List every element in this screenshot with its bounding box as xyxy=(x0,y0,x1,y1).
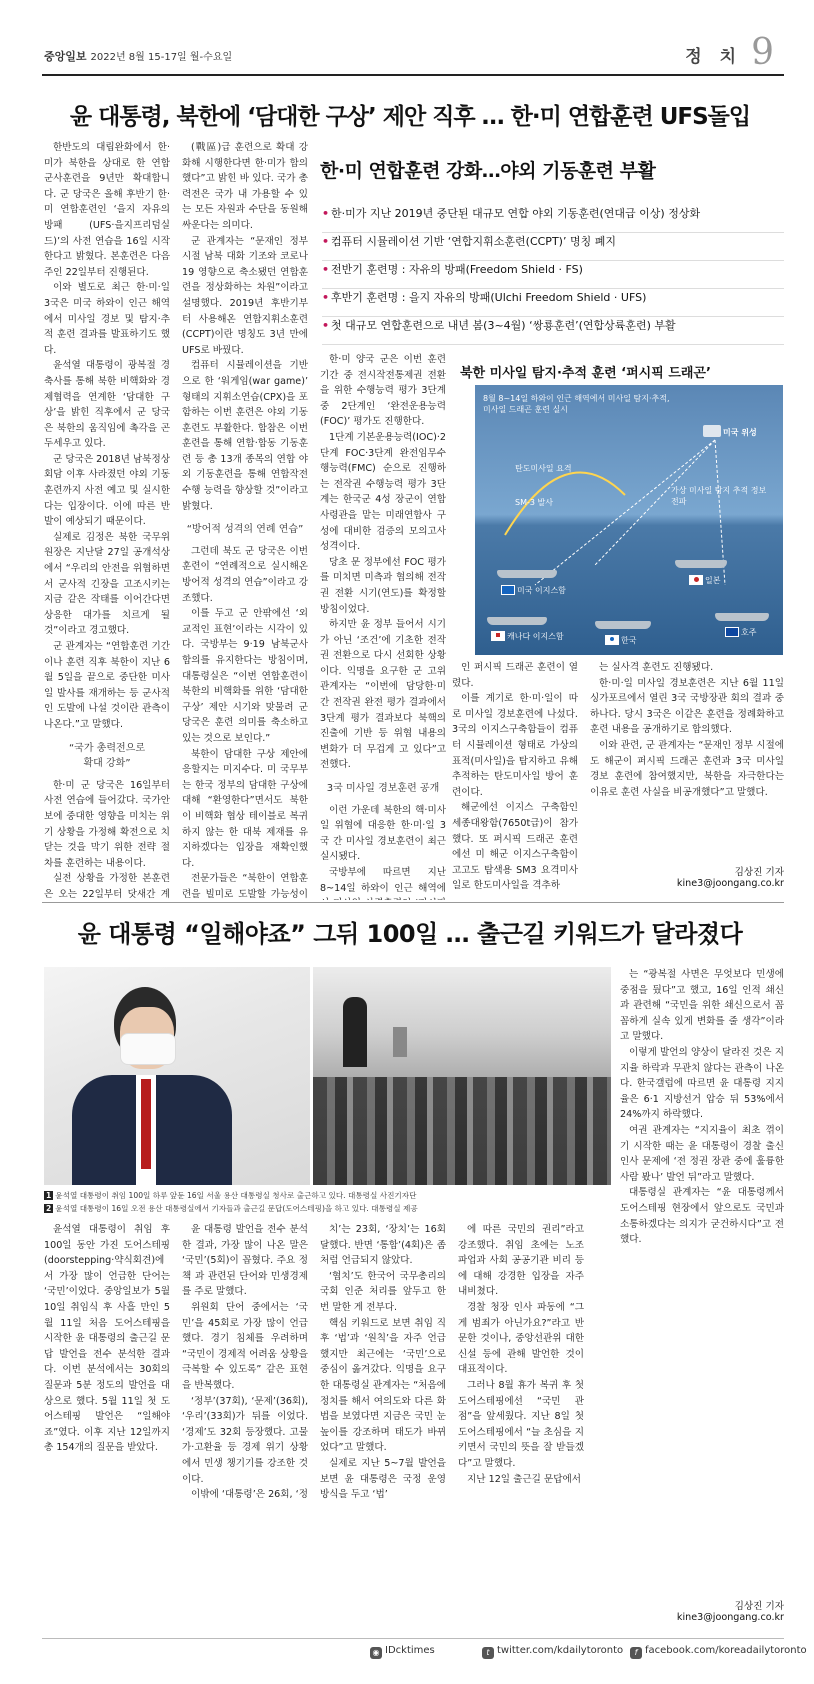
photo-caption-1: 1 윤석열 대통령이 취임 100일 하루 앞둔 16일 서울 용산 대통령실 청사로 출근하고 있다. 대통령실 사진기자단 xyxy=(46,1191,417,1200)
label-canada: 캐나다 이지스함 xyxy=(507,632,564,641)
masthead xyxy=(44,48,232,64)
paragraph: 윤석열 대통령이 취임 후 100일 동안 가진 도어스테핑(doorstepping·약식회견)에서 가장 많이 언급한 단어는 ‘국민’이었다. 중앙일보가 5월 10일 취임식 후 사흘 만인 5월 11일 처음 도어스테핑을 시작한 윤 대통령의 출근길 문답 발언을 전수 분석한 결과다. 이번 분석에서는 30회의 질문과 5분 정도의 발언을 대상으로 했다. 5월 11일 첫 도어스테핑 발언은 “일해야죠”였다. 이후 지난 12일까지 총 154개의 질문을 받았다. xyxy=(44,1224,170,1454)
photo-president xyxy=(44,967,310,1185)
sidebar-bullet xyxy=(322,205,784,233)
byline-name: 김상진 기자 xyxy=(734,867,784,878)
paragraph: 이를 두고 군 안팎에선 ‘외교적인 표현’이라는 시각이 있다. 국방부는 9·19 남북군사합의를 유지한다는 방침이며, 대통령실은 “이번 연합훈련이 북한의 비핵화를 위한 ‘담대한 구상’ 제안 시기와 맞물려 군 당국은 훈련 의미를 축소하고 있는 것으로 보인다.” xyxy=(182,608,308,744)
australia-flag-icon xyxy=(725,627,739,637)
paragraph: 컴퓨터 시뮬레이션을 기반으로 한 ‘워게임(war game)’ 형태의 지휘소연습(CPX)을 포함하는 이번 훈련은 야외 기동훈련도 부활한다. 합참은 이번 훈련을 통해 연합·합동 기동훈련 등 총 13개 종목의 연합 야외 기동훈련을 통해 연합작전 수행 능력을 향상할 것”이라고 밝혔다. xyxy=(182,360,308,512)
canada-flag-icon xyxy=(491,631,505,641)
podium-shape xyxy=(393,1027,407,1057)
web-icon: ◉ xyxy=(370,1647,382,1659)
subhead xyxy=(182,522,308,538)
footer-facebook-text: facebook.com/koreadailytoronto xyxy=(645,1645,807,1656)
paragraph: 이를 계기로 한·미·일이 따로 미사일 경보훈련에 나섰다. 3국의 이지스구축함들이 컴퓨터 시뮬레이션 형태로 가상의 표적(미사일)을 탐지하고 유해 추적하는 탄도미사일 방어 훈련이다. xyxy=(452,693,578,798)
ship-us xyxy=(497,570,557,578)
paragraph: 하지만 윤 정부 들어서 시기가 아닌 ‘조건’에 기초한 전작권 전환으로 다시 선회한 상황이다. 익명을 요구한 군 고위 관계자는 “이번에 담당한·미 간 전작권 완전 평가 결과에서 3단계 평가 결과보다 북핵의 진출에 기반 등 위협 내용의 변화가 더 무겁게 고 있다”고 전했다. xyxy=(320,619,446,771)
article2-col3 xyxy=(320,1222,446,1630)
footer-facebook[interactable] xyxy=(630,1645,807,1659)
paragraph: 한반도의 대립완화에서 한·미가 북한을 상대로 한 연합 군사훈련을 9년만 확대합니다. 군 당국은 올해 후반기 한·미 연합훈련인 ‘을지 자유의 방패 (UFS·을지프리덤실드)’의 사전 연습을 16일 시작한다고 밝혔다. 본훈련은 다음 주인 22일부터 진행된다. xyxy=(44,142,170,278)
sidebar-title: 한·미 연합훈련 강화…야외 기동훈련 부활 xyxy=(320,160,656,182)
article1-col4 xyxy=(452,660,578,900)
paragraph: ‘정부’(37회), ‘문제’(36회), ‘우리’(33회)가 뒤를 이었다. ‘경제’도 32회 등장했다. 고물가·고환율 등 경제 위기 상황에서 민생 챙기기를 강조한 것이다. xyxy=(182,1395,308,1485)
paragraph: 에 따른 국민의 권리”라고 강조했다. 취임 초에는 노조 파업과 사회 공공기관 비리 등에 대해 강경한 입장을 자주 내비쳤다. xyxy=(458,1224,584,1298)
section-name: 정 치 xyxy=(685,47,742,67)
footer-twitter-text: twitter.com/kdailytoronto xyxy=(497,1645,624,1656)
japan-flag-icon xyxy=(689,575,703,585)
paragraph: 한·미 군 당국은 16일부터 사전 연습에 들어갔다. 국가안보에 중대한 영향을 미치는 위기 상황을 가정해 확전으로 치닫는 것을 막기 위한 전략 절차를 훈련하는 내용이다. xyxy=(44,779,170,869)
byline-name-2: 김상진 기자 xyxy=(734,1601,784,1612)
ship-canada xyxy=(487,617,547,625)
byline-email: kine3@joongang.co.kr xyxy=(676,878,784,889)
main-headline: 윤 대통령, 북한에 ‘담대한 구상’ 제안 직후 … 한·미 연합훈련 UFS돌입 xyxy=(69,104,751,130)
subhead xyxy=(44,741,170,772)
label-us-satellite: 미국 위성 xyxy=(723,428,757,437)
paper-name: 중앙일보 xyxy=(44,50,87,63)
paragraph: 이와 별도로 최근 한·미·일 3국은 미국 하와이 인근 해역에서 미사일 경보 및 탐지·추적 훈련 결과를 발표하기도 했다. xyxy=(44,282,170,356)
paragraph: ‘협치’도 한국어 국무총리의 국회 인준 처리를 앞두고 한 번 말한 게 전부다. xyxy=(320,1270,446,1313)
crowd-shape xyxy=(313,1077,611,1185)
paragraph: 전문가들은 “북한이 연합훈련을 빌미로 도발할 가능성이 xyxy=(182,873,308,900)
label-australia: 호주 xyxy=(741,628,757,637)
facebook-icon: f xyxy=(630,1647,642,1659)
sidebar-bullet-text: 후반기 훈련명 : 을지 자유의 방패(Ulchi Freedom Shield · UFS) xyxy=(331,291,647,304)
byline-email-2: kine3@joongang.co.kr xyxy=(676,1612,784,1623)
sidebar-bullet xyxy=(322,289,784,317)
sidebar-bullets xyxy=(322,205,784,345)
paragraph: 실제로 김정은 북한 국무위원장은 지난달 27일 공개석상에서 “우리의 안전을 위협하면서 군사적 긴장을 고조시키는 지금 같은 작태를 이어간다면 상응한 대가를 치르게 될 것”이라고 경고했다. xyxy=(44,531,170,637)
article2-col2 xyxy=(182,1222,308,1630)
label-japan: 일본 xyxy=(705,576,721,585)
subhead-line: “방어적 성격의 연례 연습” xyxy=(186,524,304,536)
ship-japan xyxy=(675,560,727,568)
us-flag-icon xyxy=(501,585,515,595)
sidebar-bullet-text: 전반기 훈련명 : 자유의 방패(Freedom Shield · FS) xyxy=(331,263,583,276)
photo-press-briefing xyxy=(313,967,611,1185)
footer-web-text: IDcktimes xyxy=(385,1645,435,1656)
paragraph: 군 관계자는 “문재인 정부 시절 남북 대화 기조와 코로나19 영향으로 축소됐던 연합훈련을 정상화하는 차원”이라고 설명했다. 2019년 후반기부터 사용해온 연합지휘소훈련(CCPT)이란 명칭도 3년 만에 UFS로 바꿨다. xyxy=(182,235,308,356)
paragraph: 윤 대통령 발언을 전수 분석한 결과, 가장 많이 나온 말은 ‘국민’(5회)이 꼽혔다. 주요 정책 과 관련된 단어와 민생경제를 주로 말했다. xyxy=(182,1224,308,1298)
article1-col5 xyxy=(590,660,784,860)
paragraph: 위원회 단어 중에서는 ‘국민’을 45회로 가장 많이 언급했다. 경기 침체를 우려하며 “국민이 경제적 어려움 상황을 극복할 수 있도록” 같은 표현을 반복했다. xyxy=(182,1301,308,1391)
article1-col1 xyxy=(44,140,170,900)
page-number: 9 xyxy=(751,32,774,73)
paragraph: 는 “광복절 사면은 무엇보다 민생에 중점을 뒀다”고 했고, 16일 인적 쇄신과 관련해 “국민을 위한 쇄신으로서 꼼꼼하게 실속 있게 변화를 줄 생각”이라고 말했다. xyxy=(620,969,784,1043)
paragraph: 실제로 지난 5~7월 발언을 보면 윤 대통령은 국정 운영 방식을 두고 ‘법’ xyxy=(320,1457,446,1501)
paragraph: 한·미·일 미사일 경보훈련은 지난 6월 11일 싱가포르에서 열린 3국 국방장관 회의 결과 중 하나다. 당시 3국은 이같은 훈련을 정례화하고 훈련 내용을 공개하기로 합의했다. xyxy=(590,677,784,736)
bullet-dot-icon: • xyxy=(322,207,330,220)
paragraph: 군 관계자는 “연합훈련 기간 이나 훈련 직후 북한이 지난 6월 5일을 끝으로 중단한 미사일 발사를 재개하는 등 군사적인 도발에 나설 것이란 관측이 나온다.”고 말했다. xyxy=(44,641,170,730)
paragraph: 실전 상황을 가정한 본훈련은 오는 22일부터 닷새간 계 xyxy=(44,873,170,900)
paragraph: 윤석열 대통령이 광복절 경축사를 통해 북한 비핵화와 경제협력을 연계한 ‘담대한 구상’을 밝힌 직후에서 군 당국은 북한의 움직임에 촉각을 곤두세우고 있다. xyxy=(44,360,170,450)
paragraph: 한·미 양국 군은 이번 훈련 기간 중 전시작전통제권 전환을 위한 수행능력 평가 3단계 중 2단계인 ‘완전운용능력(FOC)’ 평가도 진행한다. xyxy=(320,354,446,428)
paragraph: 이렇게 발언의 양상이 달라진 것은 지지율 하락과 무관치 않다는 관측이 나온다. 한국갤럽에 따르면 윤 대통령 지지율은 6·1 지방선거 압승 뒤 53%에서 24%까지 하락했다. xyxy=(620,1046,784,1121)
ship-australia xyxy=(715,613,769,621)
article1-byline xyxy=(590,864,784,889)
bullet-dot-icon: • xyxy=(322,235,330,248)
article2-byline xyxy=(620,1598,784,1623)
ship-korea xyxy=(595,621,651,629)
paragraph: 치’는 23회, ‘장치’는 16회 달했다. 반면 ‘통합’(4회)은 좀처럼 언급되지 않았다. xyxy=(320,1224,446,1267)
paragraph: 1단계 기본운용능력(IOC)·2단계 FOC·3단계 완전임무수행능력(FMC) 순으로 진행하는 전작권 수행능력 평가 3단계는 한국군 4성 장군이 연합사령관을 맡는 미래연합사 구성에 대비한 검증의 모의고사 성격이다. xyxy=(320,431,446,553)
article1-col3 xyxy=(320,352,446,900)
paragraph: 는 실사격 훈련도 진행됐다. xyxy=(599,662,714,673)
sidebar-bullet xyxy=(322,261,784,289)
paragraph: 북한이 담대한 구상 제안에 응할지는 미지수다. 미 국무부는 한국 정부의 담대한 구상에 대해 “환영한다”면서도 북한이 비핵화 협상 테이블로 복귀하지 않는 한 대북 제재를 유지하겠다는 입장을 재확인했다. xyxy=(182,748,308,869)
article2-col5 xyxy=(620,967,784,1595)
bullet-dot-icon: • xyxy=(322,263,330,276)
footer-web[interactable] xyxy=(370,1645,435,1659)
sidebar-bullet xyxy=(322,233,784,261)
article2-headline: 윤 대통령 “일해야죠” 그뒤 100일 … 출근길 키워드가 달라졌다 xyxy=(77,920,743,948)
paragraph: (戰區)급 훈련으로 확대 강화해 시행한다면 한·미가 합의했다”고 밝힌 바 있다. 국가 총력전은 국가 내 가용할 수 있는 모든 자원과 수단을 동원해 싸운다는 의미다. xyxy=(182,142,308,231)
paragraph: 군 당국은 2018년 남북정상회담 이후 사라졌던 야외 기동훈련까지 사전 예고 및 실시한다는 입장이다. 이에 따른 반발이 예상되기 때문이다. xyxy=(44,453,170,528)
label-korea: 한국 xyxy=(621,636,637,645)
infographic-note-2: 미사일 드래곤 훈련 실시 xyxy=(483,405,568,414)
label-us-aegis: 미국 이지스함 xyxy=(517,586,566,595)
sidebar-bullet-text: 첫 대규모 연합훈련으로 내년 봄(3~4월) ‘쌍룡훈련’(연합상륙훈련) 부활 xyxy=(331,319,676,332)
caption-text-1: 윤석열 대통령이 취임 100일 하루 앞둔 16일 서울 용산 대통령실 청사로 출근하고 있다. 대통령실 사진기자단 xyxy=(55,1191,417,1200)
label-tracking-info: 가상 미사일 탐지 추적 정보 전파 xyxy=(671,486,767,506)
twitter-icon: t xyxy=(482,1647,494,1659)
footer xyxy=(42,1638,807,1665)
paragraph: 경찰 청장 인사 파동에 “그게 범죄가 아닌가요?”라고 반문한 것이나, 중앙선관위 대한 신설 등에 관해 발언한 것이 대표적이다. xyxy=(458,1301,584,1376)
paragraph: 이와 관련, 군 관계자는 “문재인 정부 시절에도 해군이 퍼시픽 드래곤 훈련과 3국 미사일 경보 훈련에 참여했지만, 북한을 자극한다는 이유로 훈련 사실을 비공개했다”고 말했다. xyxy=(590,739,784,798)
paragraph: 국방부에 따르면 지난 8~14일 하와이 인근 해역에 xyxy=(320,867,446,894)
article-divider xyxy=(42,902,784,903)
paragraph: 여권 관계자는 “지지율이 최초 꺾이기 시작한 때는 윤 대통령이 경찰 출신 인사 문제에 ‘전 정권 장관 중에 훌륭한 사람 봤나’ 발언 뒤”라고 말했다. xyxy=(620,1124,784,1183)
footer-twitter[interactable] xyxy=(482,1645,623,1659)
subhead-line: 확대 강화” xyxy=(83,758,131,770)
paragraph: 핵심 키워드로 보면 취임 직후 ‘법’과 ‘원칙’을 자주 언급했지만 최근에는 ‘국민’으로 중심이 옮겨갔다. 익명을 요구한 대통령실 관계자는 “처음에 정치를 해서 여의도와 다른 화법을 보였다면 지금은 국민 눈높이를 강조하며 태도가 바뀌었다”고 말했다. xyxy=(320,1317,446,1454)
paragraph: 이런 가운데 북한의 핵·미사일 위협에 대응한 한·미·일 3국 간 미사일 경보훈련이 최근 실시됐다. xyxy=(320,804,446,863)
bullet-dot-icon: • xyxy=(322,319,330,332)
paragraph: 이밖에 ‘대통령’은 26회, ‘정 xyxy=(191,1489,308,1501)
sidebar-bullet-text: 한·미가 지난 2019년 중단된 대규모 연합 야외 기동훈련(연대급 이상) 정상화 xyxy=(331,207,701,220)
article1-col2 xyxy=(182,140,308,900)
bullet-dot-icon: • xyxy=(322,291,330,304)
infographic-map xyxy=(475,385,783,655)
subhead-line: 3국 미사일 경보훈련 공개 xyxy=(326,783,440,795)
label-sm3: SM-3 발사 xyxy=(515,498,553,507)
mask-shape xyxy=(120,1033,176,1065)
subhead xyxy=(320,781,446,797)
article2-col1 xyxy=(44,1222,170,1630)
paragraph: 그런데 북도 군 당국은 이번 훈련이 “연례적으로 실시해온 방어적 성격의 연습”이라고 강조했다. xyxy=(182,545,308,604)
sidebar-bullet xyxy=(322,317,784,345)
paragraph: 해군에선 이지스 구축함인 세종대왕함(7650t급)이 참가했다. 또 퍼시픽 드래곤 훈련에선 미 해군 이지스구축함이 고고도 탐색용 SM3 요격미사일로 한도미사일을 격추하 xyxy=(452,802,578,892)
paragraph: 인 퍼시픽 드래곤 훈련이 열렸다. xyxy=(452,662,578,689)
caption-text-2: 윤석열 대통령이 16일 오전 용산 대통령실에서 기자들과 출근길 문답(도어스테핑)을 하고 있다. 대통령실 제공 xyxy=(55,1204,418,1213)
label-intercept: 탄도미사일 요격 xyxy=(515,464,572,473)
infographic-note-1: 8월 8~14일 하와이 인근 해역에서 미사일 탐지·추적, xyxy=(483,394,670,403)
subhead-line: “국가 총력전으로 xyxy=(69,742,145,754)
issue-date: 2022년 8월 15-17일 월-수요일 xyxy=(90,52,233,63)
article2-col4 xyxy=(458,1222,584,1630)
tie-shape xyxy=(141,1079,151,1169)
korea-flag-icon xyxy=(605,635,619,645)
paragraph: 지난 12일 출근길 문답에서 xyxy=(467,1473,582,1485)
speaker-figure xyxy=(343,997,367,1067)
paragraph: 대통령실 관계자는 “윤 대통령께서 도어스테핑 현장에서 앞으로도 국민과 소통하겠다는 의지가 굳건하시다”고 전했다. xyxy=(620,1187,784,1246)
paragraph: 당초 문 정부에선 FOC 평가를 미치면 미측과 협의해 전작권 전환 시기(연도)를 확정할 방침이었다. xyxy=(320,556,446,615)
photo-caption-2: 2 윤석열 대통령이 16일 오전 용산 대통령실에서 기자들과 출근길 문답(도어스테핑)을 하고 있다. 대통령실 제공 xyxy=(46,1204,418,1213)
infographic-title: 북한 미사일 탐지·추적 훈련 ‘퍼시픽 드래곤’ xyxy=(460,366,711,381)
paragraph: 그러나 8월 휴가 복귀 후 첫 도어스테핑에선 “국민 관점”을 앞세웠다. 지난 8일 첫 도어스테핑에서 “늘 초심을 지키면서 국민의 뜻을 잘 받들겠다”고 말했다. xyxy=(458,1379,584,1469)
sidebar-bullet-text: 컴퓨터 시뮬레이션 기반 ‘연합지휘소훈련(CCPT)’ 명칭 폐지 xyxy=(331,235,616,248)
